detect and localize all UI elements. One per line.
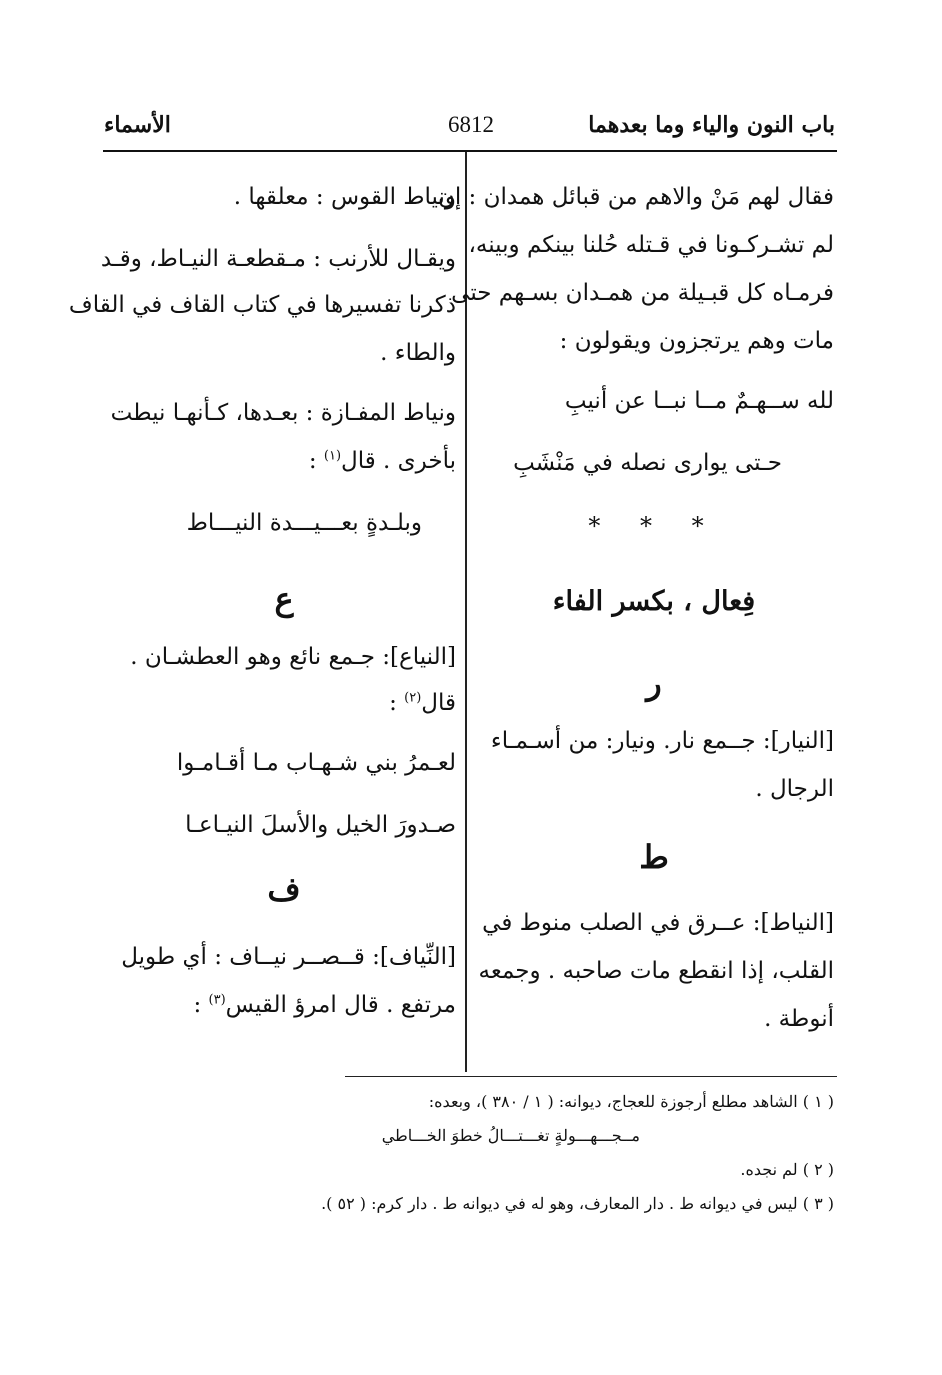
left-line-8-text: قال [421,690,456,716]
entry-niyat-line-2: القلب، إذا انقطع مات صاحبه . وجمعه [478,958,834,984]
entry-nayyar-line-2: الرجال . [755,776,834,802]
right-line-3: فرمـاه كل قبـيلة من همـدان بسـهم حتى [451,280,834,306]
left-line-1: ونياط القوس : معلقها . [233,184,456,210]
footnote-2: ( ٢ ) لم نجده. [740,1160,834,1179]
left-line-3: ذكرنا تفسيرها في كتاب القاف في القاف [68,292,456,318]
entry-niyat-line-1: [النياط]: عــرق في الصلب منوط في [482,910,834,936]
entry-nayyar-text: [النيار]: جــمع نار. ونيار: من أسـمـاء [490,728,834,754]
left-line-10-text: مرتفع . قال امرؤ القيس [225,992,456,1018]
footnote-rule [345,1076,837,1077]
left-line-8: قال$^{(٢)}$ : [389,690,456,716]
footnote-1-verse: مــجـــهـــولةٍ تغـــتـــالُ خطوَ الخـــاطي [381,1126,640,1145]
footnote-ref-2: (٢) [404,690,422,706]
left-line-5: ونياط المفـازة : بعـدها، كـأنهـا نيطت [110,400,456,426]
right-line-2: لم تشـركـونا في قـتله حُلنا بينكم وبينه، [468,232,834,258]
entry-nayyar-line-1 [491,728,834,756]
right-verse-2: حـتى يوارى نصله في مَنْشَبِ [513,450,782,476]
section-stars: * * * [588,512,720,540]
letter-heading-ain: ع [274,580,294,618]
running-title-left: الأسماء [104,112,171,138]
left-line-6-text: بأخرى . قال [341,448,456,474]
footnote-1: ( ١ ) الشاهد مطلع أرجوزة للعجاج، ديوانه: ( ١ / ٣٨٠ )، وبعده: [428,1092,834,1111]
header-rule [103,150,837,152]
running-title-right: باب النون والياء وما بعدهما [588,112,835,138]
left-line-2: ويقـال للأرنب : مـقطعـة النيـاط، وقـد [100,246,456,272]
right-verse-1: لله ســهـمٌ مــا نبــا عن أنيبِ [564,388,834,414]
left-line-10: مرتفع . قال امرؤ القيس$^{(٣)}$ : [193,992,456,1018]
left-line-6: بأخرى . قال$^{(١)}$ : [308,448,456,474]
left-verse-1: وبلـدةٍ بعـــيـــدة النيـــاط [186,510,422,536]
left-line-4: والطاء . [380,340,456,366]
right-line-4: مات وهم يرتجزون ويقولون : [559,328,834,354]
left-verse-2: لعـمرُ بني شـهـاب مـا أقـامـوا [176,750,456,776]
footnote-ref-1: (١) [323,448,342,464]
section-heading: فِعال ، بكسر الفاء [552,586,756,617]
left-verse-3: صـدورَ الخيل والأسلَ النيـاعـا [185,812,456,838]
right-line-1: فقال لهم مَنْ والاهم من قبائل همدان : إن [437,184,834,210]
letter-heading-r: ر [646,664,662,702]
footnote-ref-3: (٣) [208,992,226,1008]
letter-heading-t: ط [639,838,669,876]
left-line-7: [النياع]: جـمع نائع وهو العطشـان . [130,644,456,670]
letter-heading-f: ف [267,870,301,908]
left-line-9: [النِّياف]: قــصــر نيــاف : أي طويل [121,944,456,970]
footnote-3: ( ٣ ) ليس في ديوانه ط . دار المعارف، وهو له في ديوانه ط . دار كرم: ( ٥٢ ). [321,1194,834,1213]
entry-niyat-line-3: أنوطة . [764,1006,834,1032]
page-number: 6812 [448,112,494,137]
